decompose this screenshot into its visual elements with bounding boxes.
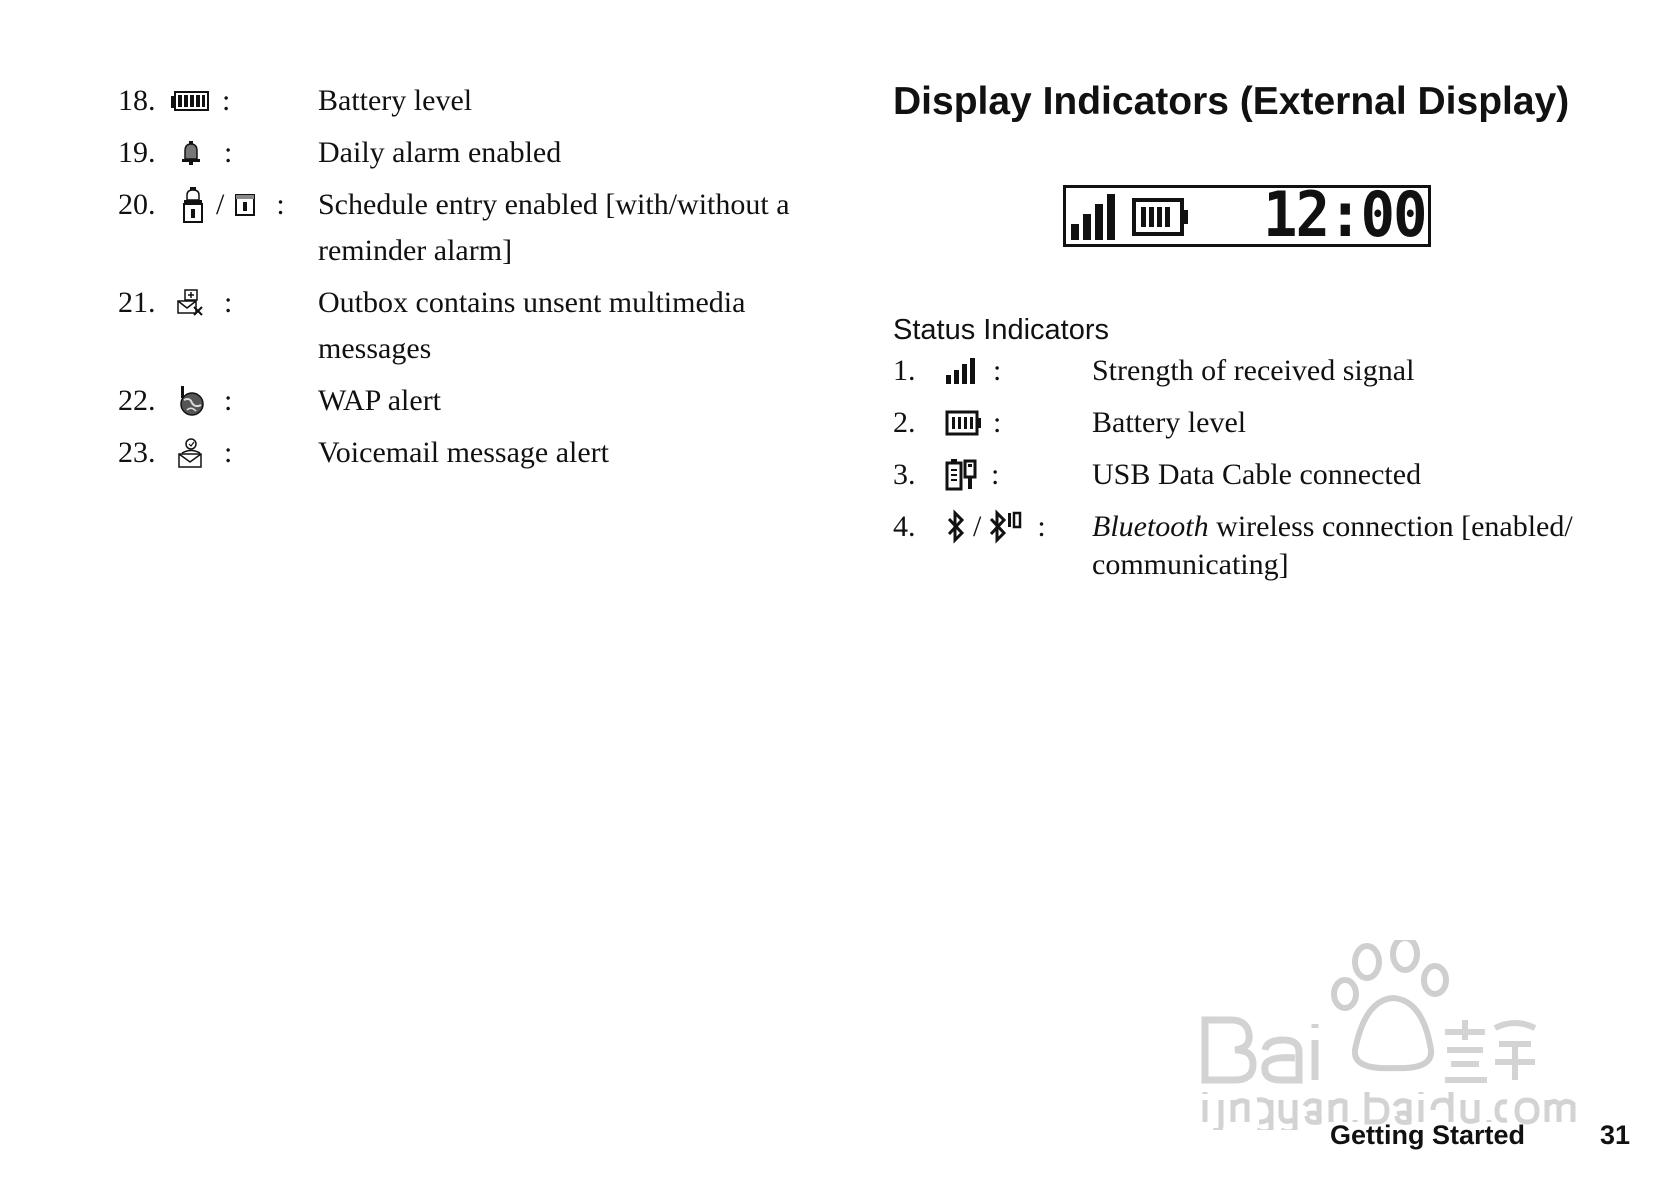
list-item [118, 130, 838, 176]
item-number: 3. [893, 458, 916, 491]
usb-cable-icon [945, 458, 979, 492]
colon: : [276, 188, 285, 221]
item-description: Battery level [1092, 406, 1247, 439]
item-description: Daily alarm enabled [318, 136, 562, 169]
colon: : [1037, 510, 1046, 543]
list-item [118, 378, 838, 424]
list-item [118, 182, 838, 274]
section-heading: Display Indicators (External Display) [893, 80, 1570, 123]
baidu-watermark-logo [1195, 940, 1595, 1130]
bluetooth-icon [945, 508, 967, 546]
battery-icon [1132, 198, 1190, 236]
item-number: 21. [118, 286, 156, 319]
list-item [118, 430, 838, 476]
item-description-line2: communicating] [1092, 548, 1289, 581]
display-clock: 12:00 [1263, 178, 1426, 251]
colon: : [993, 406, 1002, 439]
list-item [118, 280, 838, 372]
item-number: 19. [118, 136, 156, 169]
item-description: WAP alert [318, 384, 442, 417]
item-description: Voicemail message alert [318, 436, 610, 469]
status-indicators-heading: Status Indicators [893, 314, 1109, 346]
item-description: Battery level [318, 84, 473, 117]
item-description-line2: reminder alarm] [318, 234, 513, 267]
item-description-line1: wireless connection [enabled/ [1208, 510, 1573, 543]
footer-section-title: Getting Started [1330, 1120, 1526, 1150]
schedule-icon [234, 193, 256, 217]
schedule-alarm-icon [180, 186, 206, 224]
slash: / [216, 188, 225, 221]
bluetooth-communicating-icon [987, 508, 1023, 546]
battery-icon [945, 409, 983, 437]
outbox-unsent-icon [176, 289, 204, 317]
battery-icon [170, 90, 210, 112]
indicator-list-internal [118, 78, 838, 482]
alarm-bell-icon [178, 140, 204, 166]
item-number: 18. [118, 84, 156, 117]
item-description-line2: messages [318, 332, 432, 365]
colon: : [991, 458, 1000, 491]
list-item [893, 505, 1643, 584]
list-item [893, 401, 1643, 445]
voicemail-icon [176, 437, 204, 469]
colon: : [224, 384, 233, 417]
item-description-line1: Outbox contains unsent multimedia [318, 286, 746, 319]
bluetooth-term: Bluetooth [1092, 510, 1209, 543]
colon: : [993, 354, 1002, 387]
item-number: 23. [118, 436, 156, 469]
item-description: Strength of received signal [1092, 354, 1415, 387]
list-item [893, 453, 1643, 497]
item-number: 4. [893, 510, 916, 543]
external-display-preview [1063, 178, 1431, 251]
item-description-line1: Schedule entry enabled [with/without a [318, 188, 790, 221]
colon: : [224, 286, 233, 319]
list-item [118, 78, 838, 124]
signal-strength-icon [1069, 192, 1133, 242]
page-number: 31 [1600, 1120, 1631, 1150]
colon: : [224, 136, 233, 169]
signal-strength-icon [945, 357, 981, 385]
status-indicator-list [893, 349, 1643, 592]
wap-alert-icon [176, 385, 206, 417]
colon: : [222, 84, 231, 117]
item-description: USB Data Cable connected [1092, 458, 1422, 491]
colon: : [224, 436, 233, 469]
slash: / [973, 510, 982, 543]
item-number: 22. [118, 384, 156, 417]
item-number: 2. [893, 406, 916, 439]
item-number: 20. [118, 188, 156, 221]
list-item [893, 349, 1643, 393]
item-number: 1. [893, 354, 916, 387]
